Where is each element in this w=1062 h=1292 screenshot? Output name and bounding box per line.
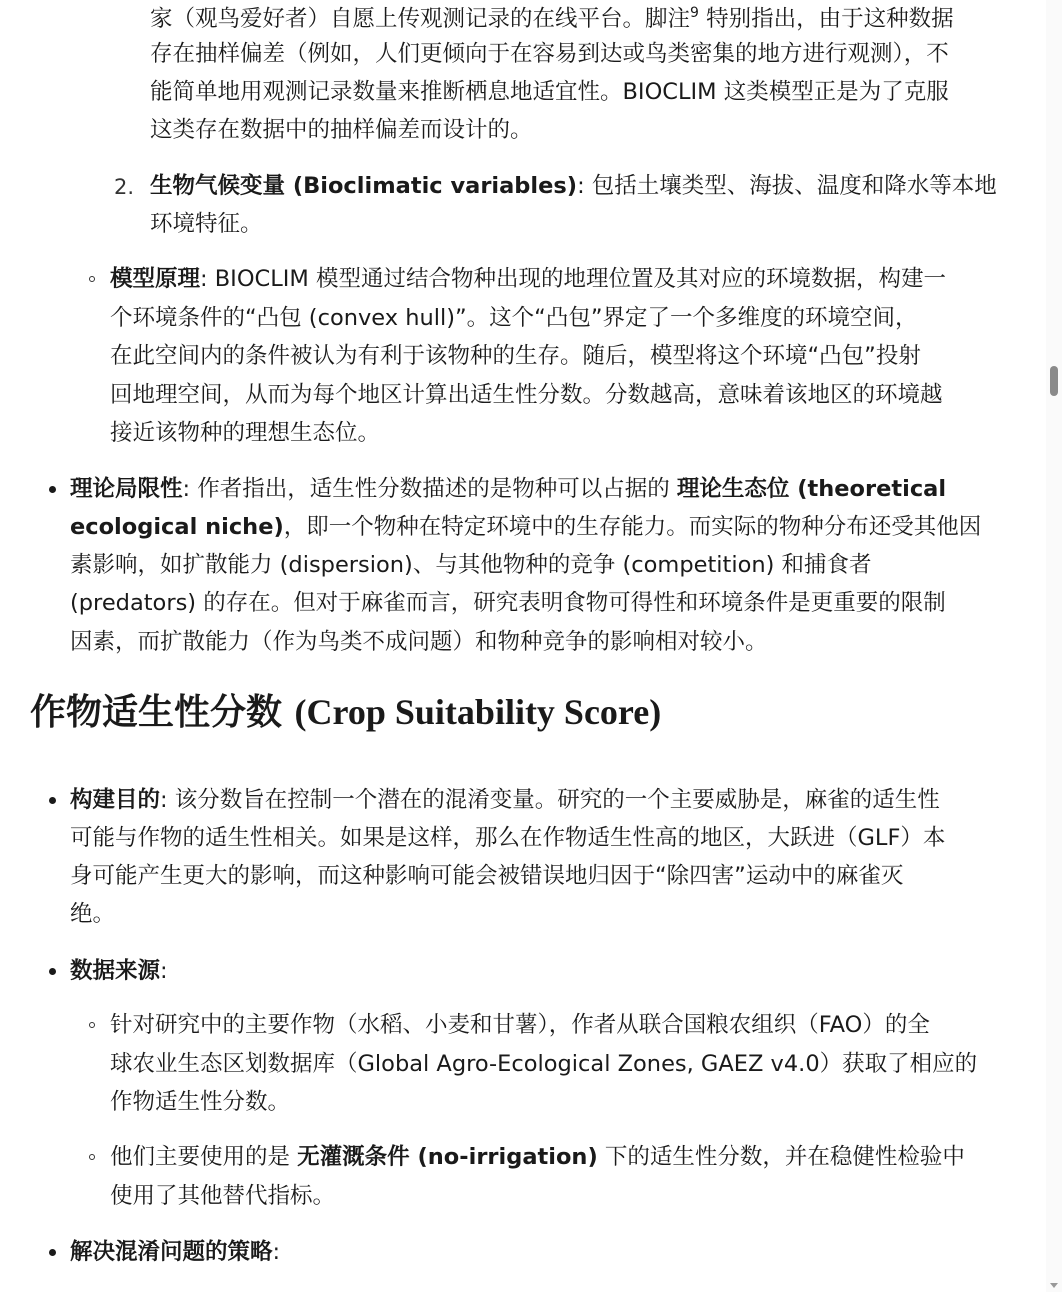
sub-bullet-marker [89,1022,95,1028]
list-item-line: 使用了其他替代指标。 [110,1183,336,1209]
list-item-line: ecological niche)，即一个物种在特定环境中的生存能力。而实际的物种分布还受其他因 [70,514,982,540]
list-item-line: 身可能产生更大的影响，而这种影响可能会被错误地归因于“除四害”运动中的麻雀灭 [70,863,904,889]
paragraph-line: 能简单地用观测记录数量来推断栖息地适宜性。BIOCLIM 这类模型正是为了克服 [150,79,949,105]
list-number: 2. [114,175,135,199]
bullet-marker [49,1249,56,1256]
list-item-line: 因素，而扩散能力（作为鸟类不成问题）和物种竞争的影响相对较小。 [70,629,768,655]
list-item-line: 作物适生性分数。 [110,1089,291,1115]
vertical-scrollbar[interactable] [1046,0,1062,1292]
paragraph-line: 存在抽样偏差（例如，人们更倾向于在容易到达或鸟类密集的地方进行观测），不 [150,41,949,67]
list-item-line: 回地理空间，从而为每个地区计算出适生性分数。分数越高，意味着该地区的环境越 [110,382,943,408]
list-item-line: 球农业生态区划数据库（Global Agro-Ecological Zones, GAEZ v4.0）获取了相应的 [110,1051,978,1077]
list-item: 针对研究中的主要作物（水稻、小麦和甘薯），作者从联合国粮农组织（FAO）的全 [110,1012,930,1038]
list-item: 他们主要使用的是 无灌溉条件 (no-irrigation) 下的适生性分数，并在稳健性检验中 [110,1144,965,1170]
paragraph-line: 家（观鸟爱好者）自愿上传观测记录的在线平台。脚注$^9$ 特别指出，由于这种数据 [150,5,954,32]
list-item-line: 环境特征。 [150,211,263,237]
list-item-line: 绝。 [70,901,116,927]
list-item-line: 可能与作物的适生性相关。如果是这样，那么在作物适生性高的地区，大跃进（GLF）本 [70,825,946,851]
list-item-line: 素影响，如扩散能力 (dispersion)、与其他物种的竞争 (competition) 和捕食者 [70,552,872,578]
list-item-line: 个环境条件的“凸包 (convex hull)”。这个“凸包”界定了一个多维度的环境空间， [110,305,918,331]
list-item: 解决混淆问题的策略: [70,1239,281,1265]
list-item: 生物气候变量 (Bioclimatic variables): 包括土壤类型、海拔、温度和降水等本地 [150,173,997,199]
bullet-marker [49,968,56,975]
sub-bullet-marker [89,1154,95,1160]
sub-bullet-marker [89,276,95,282]
section-heading: 作物适生性分数 (Crop Suitability Score) [30,692,662,733]
bullet-marker [49,797,56,804]
scrollbar-thumb[interactable] [1050,366,1058,396]
list-item: 理论局限性: 作者指出，适生性分数描述的是物种可以占据的 理论生态位 (theoretical [70,476,947,502]
chevron-down-icon[interactable] [1050,1283,1058,1288]
list-item-line: 接近该物种的理想生态位。 [110,420,381,446]
paragraph-line: 这类存在数据中的抽样偏差而设计的。 [150,117,533,143]
list-item: 模型原理: BIOCLIM 模型通过结合物种出现的地理位置及其对应的环境数据，构建一 [110,266,946,292]
list-item: 构建目的: 该分数旨在控制一个潜在的混淆变量。研究的一个主要威胁是，麻雀的适生性 [70,787,940,813]
list-item: 数据来源: [70,958,168,984]
list-item-line: 在此空间内的条件被认为有利于该物种的生存。随后，模型将这个环境“凸包”投射 [110,343,921,369]
footnote-ref[interactable]: 9 [690,5,699,21]
bullet-marker [49,486,56,493]
list-item-line: (predators) 的存在。但对于麻雀而言，研究表明食物可得性和环境条件是更重要的限制 [70,590,946,616]
